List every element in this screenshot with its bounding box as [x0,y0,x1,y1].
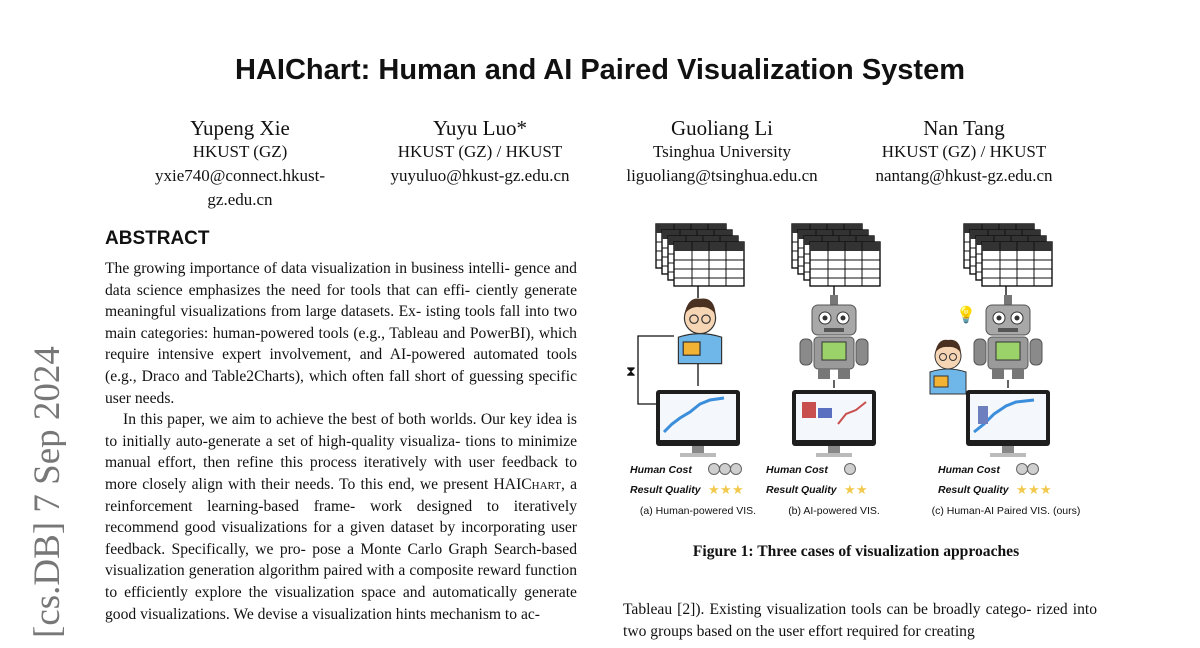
figure-1 [612,218,1100,518]
star-icon: ★ [1028,482,1040,497]
star-icon: ★ [844,482,856,497]
human-cost-label: Human Cost [766,464,828,476]
star-icon: ★ [1040,482,1052,497]
author-name: Guoliang Li [670,116,774,140]
right-column-paragraph: Tableau [2]). Existing visualization tools can be broadly catego- rized into two groups based on the user effort required for creating [623,601,1097,640]
author-email-cont: gz.edu.cn [207,190,273,209]
right-column-body [623,599,1097,642]
star-icon: ★ [708,482,720,497]
result-quality-label: Result Quality [766,484,837,496]
clock-icon [720,464,731,475]
author-block [852,116,1076,188]
star-icon: ★ [856,482,868,497]
human-cost-label: Human Cost [630,464,692,476]
lightbulb-icon: 💡 [956,307,976,324]
author-affiliation: HKUST (GZ) / HKUST [881,142,1047,161]
arxiv-stamp-text: [cs.DB] 7 Sep 2024 [27,346,66,638]
author-block [360,116,600,188]
author-block [130,116,350,212]
abstract-body [105,258,577,625]
result-quality-label: Result Quality [630,484,701,496]
author-affiliation: Tsinghua University [652,142,792,161]
clock-icon [1028,464,1039,475]
author-affiliation: HKUST (GZ) / HKUST [397,142,563,161]
panel-label: (b) AI-powered VIS. [788,505,880,517]
star-icon: ★ [732,482,744,497]
result-quality-label: Result Quality [938,484,1009,496]
figure-caption: Figure 1: Three cases of visualization approaches [692,543,1020,560]
clock-icon [731,464,742,475]
figure-illustration [612,218,1100,518]
author-email: liguoliang@tsinghua.edu.cn [626,166,818,185]
abstract-heading: ABSTRACT [105,228,210,249]
author-block [606,116,838,188]
author-affiliation: HKUST (GZ) [192,142,288,161]
paper-title: HAIChart: Human and AI Paired Visualization System [235,54,965,86]
author-name: Yuyu Luo* [433,116,527,140]
author-email: yuyuluo@hkust-gz.edu.cn [390,166,570,185]
star-icon: ★ [1016,482,1028,497]
author-email: nantang@hkust-gz.edu.cn [875,166,1053,185]
star-icon: ★ [720,482,732,497]
arxiv-stamp [26,320,66,640]
clock-icon [1017,464,1028,475]
panel-label: (c) Human-AI Paired VIS. (ours) [931,505,1081,517]
author-name: Nan Tang [923,116,1005,140]
hourglass-icon: ⧗ [626,365,636,380]
author-email: yxie740@connect.hkust- [154,166,326,185]
abstract-paragraph-1: The growing importance of data visualization in business intelli- gence and data science emphasizes the need for tools that can effi- ciently generate meaningful visualizations from large datasets. Ex- isting tools fall into two main categories: human-powered tools (e.g., Tableau and PowerBI), which require intensive expert involvement, and AI-powered automated tools (e.g., Draco and Table2Charts), which often fall short of guessing specific user needs. [105,260,578,407]
panel-label: (a) Human-powered VIS. [639,505,757,517]
clock-icon [709,464,720,475]
human-cost-label: Human Cost [938,464,1000,476]
clock-icon [845,464,856,475]
abstract-paragraph-2: In this paper, we aim to achieve the best of both worlds. Our key idea is to initially auto-generate a set of high-quality visualiza- tions to minimize manual effort, then refine this process iteratively with user feedback to more closely align with their needs. To this end, we present HAIChart, a reinforcement learning-based frame- work designed to iteratively recommend good visualizations for a given dataset by incorporating user feedback. Specifically, we pro- pose a Monte Carlo Graph Search-based visualization generation algorithm paired with a composite reward function to efficiently explore the visualization space and automatically generate good visualizations. We devise a visualization hints mechanism to ac- [105,411,578,623]
author-name: Yupeng Xie [190,116,290,140]
